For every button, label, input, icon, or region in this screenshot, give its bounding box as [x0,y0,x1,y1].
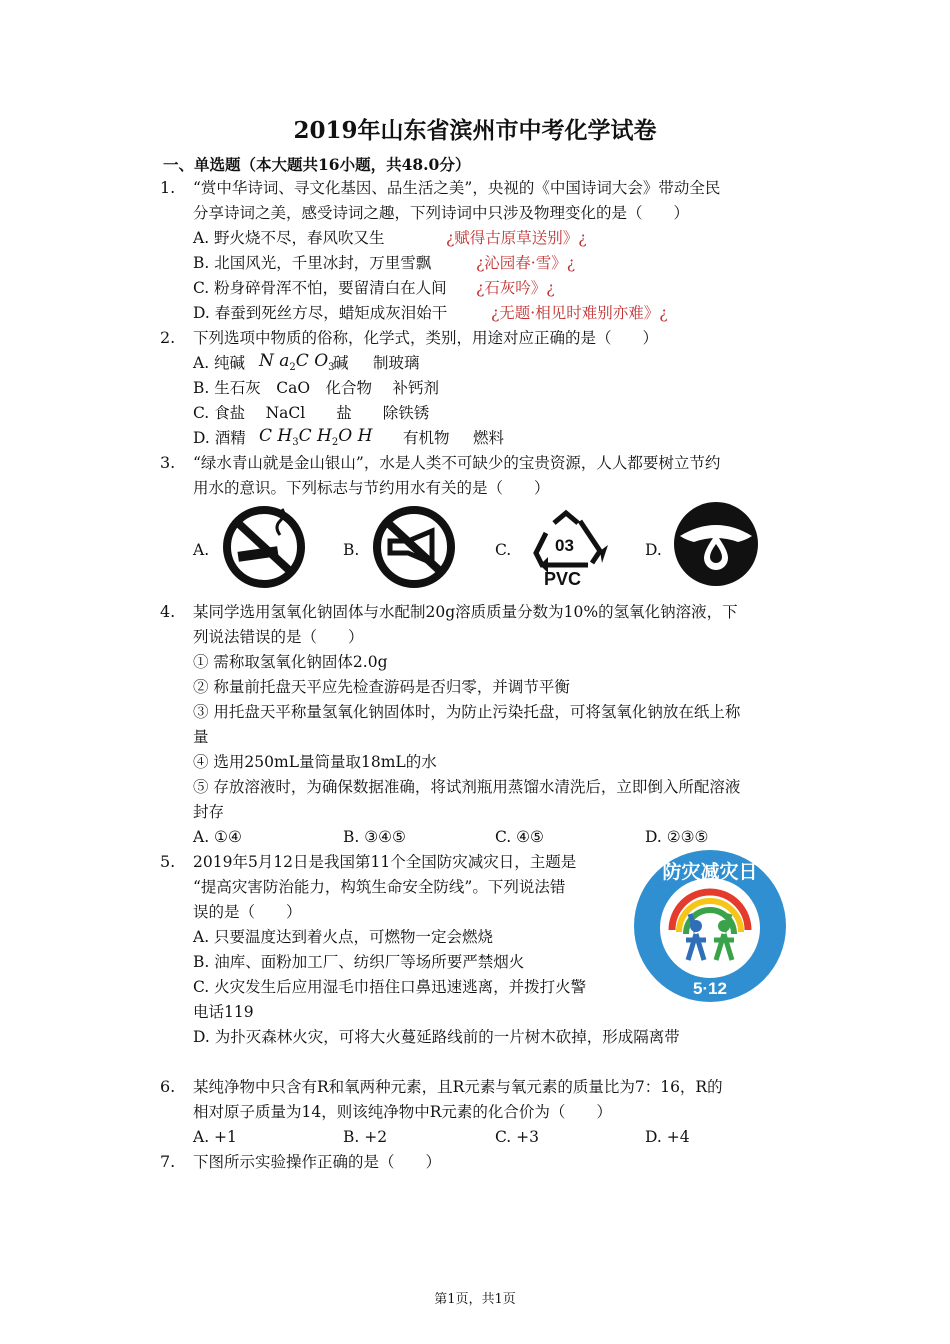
question-6-option-d: D. +4 [645,1128,690,1146]
question-5-option-b: B. 油库、面粉加工厂、纺织厂等场所要严禁烟火 [193,953,525,971]
page-footer: 第1页，共1页 [434,1292,516,1307]
recycle-material: PVC [544,569,582,589]
question-4-option-c: C. ④⑤ [495,828,544,846]
question-1-option-d: D. 春蚕到死丝方尽，蜡矩成灰泪始干 [193,304,448,322]
question-2-option-a-use: 制玻璃 [373,354,420,372]
question-2-option-d-use: 燃料 [473,429,505,447]
question-2-option-c: C. 食盐 NaCl 盐 除铁锈 [193,404,430,422]
page-title: 2019年山东省滨州市中考化学试卷 [293,117,657,144]
question-4-option-d: D. ②③⑤ [645,828,709,846]
question-1-option-c-source: ¿石灰吟》¿ [476,279,555,297]
question-5-stem-line3: 误的是（ ） [193,903,302,921]
question-2-number: 2. [160,328,176,347]
question-2-option-b: B. 生石灰 CaO 化合物 补钙剂 [193,379,439,397]
question-1-number: 1. [160,178,176,197]
question-5-number: 5. [160,852,176,871]
question-5-stem-line1: 2019年5月12日是我国第11个全国防灾减灾日，主题是 [193,853,577,871]
question-1-option-a: A. 野火烧不尽，春风吹又生 [193,229,385,247]
question-3-number: 3. [160,453,176,472]
question-3-label-c: C. [495,541,512,559]
disaster-prevention-day-logo [632,848,788,1004]
water-saving-icon [670,500,762,588]
question-7-stem: 下图所示实验操作正确的是（ ） [193,1153,442,1171]
question-1-stem-line1: “赏中华诗词、寻文化基因、品生活之美”，央视的《中国诗词大会》带动全民 [193,179,721,197]
recycle-code: 03 [555,536,574,555]
question-4-item: ④ 选用250mL量筒量取18mL的水 [193,753,437,771]
question-1-option-a-source: ¿赋得古原草送别》¿ [446,229,587,247]
question-1-stem-line2: 分享诗词之美，感受诗词之趣，下列诗词中只涉及物理变化的是（ ） [193,204,690,222]
recycle-icon [518,505,614,589]
section-heading: 一、单选题（本大题共16小题，共48.0分） [163,155,471,174]
question-4-item-continuation: 封存 [193,803,225,821]
question-6-option-c: C. +3 [495,1128,540,1146]
question-5-stem-line2: “提高灾害防治能力，构筑生命安全防线”。下列说法错 [193,878,566,896]
question-4-item-continuation: 量 [193,728,209,746]
logo-date: 5·12 [692,979,728,998]
question-6-stem-line1: 某纯净物中只含有R和氧两种元素，且R元素与氧元素的质量比为7：16，R的 [193,1078,723,1096]
question-5-option-d: D. 为扑灭森林火灾，可将大火蔓延路线前的一片树木砍掉，形成隔离带 [193,1028,680,1046]
question-7-number: 7. [160,1152,176,1171]
question-4-item: ① 需称取氢氧化钠固体2.0g [193,653,388,671]
question-6-option-a: A. +1 [193,1128,237,1146]
question-4-number: 4. [160,602,176,621]
question-4-option-a: A. ①④ [193,828,242,846]
question-5-option-c: C. 火灾发生后应用湿毛巾捂住口鼻迅速逃离，并拨打火警 [193,978,587,996]
question-2-option-a-label: A. 纯碱 [193,354,246,372]
question-4-item: ② 称量前托盘天平应先检查游码是否归零，并调节平衡 [193,678,570,696]
question-1-option-d-source: ¿无题·相见时难别亦难》¿ [491,304,668,322]
question-4-option-b: B. ③④⑤ [343,828,406,846]
question-4-stem-line2: 列说法错误的是（ ） [193,628,364,646]
no-smoking-icon [220,505,308,589]
question-2-option-d-formula: C $H_3C$ $H_2O$ H [259,426,373,449]
question-2-option-d-label: D. 酒精 [193,429,246,447]
question-3-label-b: B. [343,541,360,559]
question-2-option-a-class: 碱 [333,354,349,372]
question-1-option-b: B. 北国风光，千里冰封，万里雪飘 [193,254,432,272]
question-3-stem-line1: “绿水青山就是金山银山”，水是人类不可缺少的宝贵资源，人人都要树立节约 [193,454,721,472]
question-5-option-a: A. 只要温度达到着火点，可燃物一定会燃烧 [193,928,494,946]
question-3-label-a: A. [193,541,210,559]
question-5-option-c-continuation: 电话119 [193,1003,254,1021]
question-6-number: 6. [160,1077,176,1096]
question-2-option-d-class: 有机物 [403,429,450,447]
question-3-stem-line2: 用水的意识。下列标志与节约用水有关的是（ ） [193,479,550,497]
logo-title: 防灾减灾日 [662,861,758,883]
question-6-stem-line2: 相对原子质量为14，则该纯净物中R元素的化合价为（ ） [193,1103,612,1121]
question-2-stem: 下列选项中物质的俗称，化学式，类别，用途对应正确的是（ ） [193,329,659,347]
no-horn-icon [368,505,460,589]
question-4-item: ③ 用托盘天平称量氢氧化钠固体时，为防止污染托盘，可将氢氧化钠放在纸上称 [193,703,741,721]
question-1-option-b-source: ¿沁园春·雪》¿ [476,254,576,272]
question-4-item: ⑤ 存放溶液时，为确保数据准确，将试剂瓶用蒸馏水清洗后，立即倒入所配溶液 [193,778,741,796]
question-3-label-d: D. [645,541,662,559]
question-1-option-c: C. 粉身碎骨浑不怕，要留清白在人间 [193,279,447,297]
question-4-stem-line1: 某同学选用氢氧化钠固体与水配制20g溶质质量分数为10%的氢氧化钠溶液，下 [193,603,738,621]
question-6-option-b: B. +2 [343,1128,388,1146]
question-2-option-a-formula: N $a_2C$ $O_3$ [259,351,335,374]
